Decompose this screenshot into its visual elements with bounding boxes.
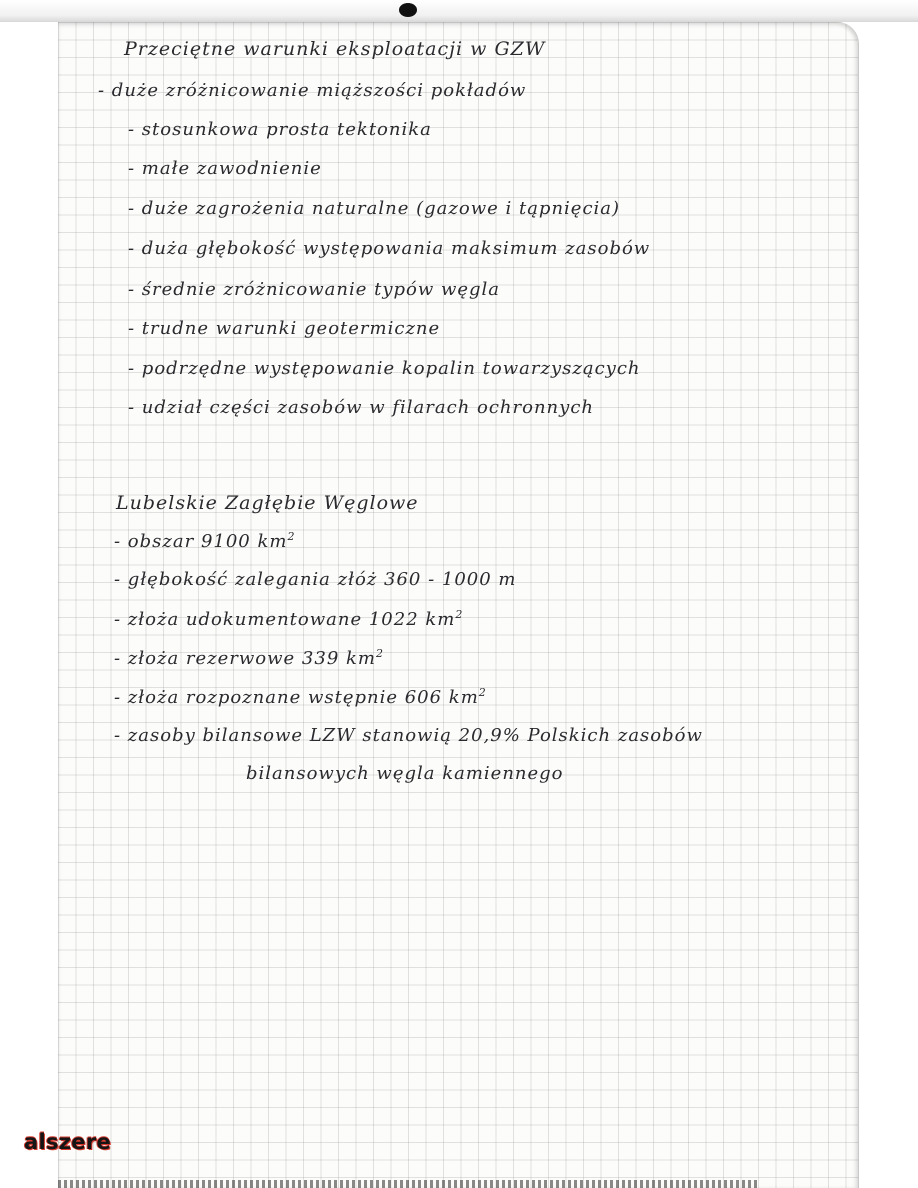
section1-title: Przeciętne warunki eksploatacji w GZW xyxy=(124,38,546,60)
section1-item: - małe zawodnienie xyxy=(128,158,322,179)
section2-item-text: - głębokość zalegania złóż 360 - 1000 m xyxy=(114,569,517,590)
section1-item: - średnie zróżnicowanie typów węgla xyxy=(128,279,501,300)
superscript: 2 xyxy=(455,608,464,621)
section2-title: Lubelskie Zagłębie Węglowe xyxy=(116,492,419,514)
section2-item xyxy=(114,725,703,746)
superscript: 2 xyxy=(478,686,487,699)
paper-bottom-edge xyxy=(58,1180,758,1188)
section1-item: - duże zróżnicowanie miąższości pokładów xyxy=(98,80,527,101)
section2-item xyxy=(114,530,295,552)
section2-item-text: - obszar 9100 km xyxy=(114,531,288,552)
section2-item-text: - zasoby bilansowe LZW stanowią 20,9% Polskich zasobów xyxy=(114,725,703,746)
section1-item: - duże zagrożenia naturalne (gazowe i tąpnięcia) xyxy=(128,198,621,219)
grid-paper-sheet xyxy=(58,22,859,1188)
superscript: 2 xyxy=(375,647,384,660)
section1-item: - udział części zasobów w filarach ochronnych xyxy=(128,397,594,418)
section2-item-text: - złoża rezerwowe 339 km xyxy=(114,648,376,669)
watermark-logo: alszere xyxy=(24,1130,112,1154)
section2-item-text: - złoża udokumentowane 1022 km xyxy=(114,609,456,630)
section2-item xyxy=(114,569,516,590)
section2-item-continuation: bilansowych węgla kamiennego xyxy=(246,763,564,784)
superscript: 2 xyxy=(287,530,296,543)
ink-blot xyxy=(399,3,417,17)
section2-item-text: - złoża rozpoznane wstępnie 606 km xyxy=(114,687,479,708)
section1-item: - trudne warunki geotermiczne xyxy=(128,318,441,339)
section1-item: - podrzędne występowanie kopalin towarzyszących xyxy=(128,358,641,379)
section2-item xyxy=(114,647,384,669)
section2-item xyxy=(114,686,487,708)
section1-item: - duża głębokość występowania maksimum zasobów xyxy=(128,238,651,259)
section1-item: - stosunkowa prosta tektonika xyxy=(128,119,432,140)
paper-top-edge xyxy=(0,0,918,22)
section2-item xyxy=(114,608,463,630)
